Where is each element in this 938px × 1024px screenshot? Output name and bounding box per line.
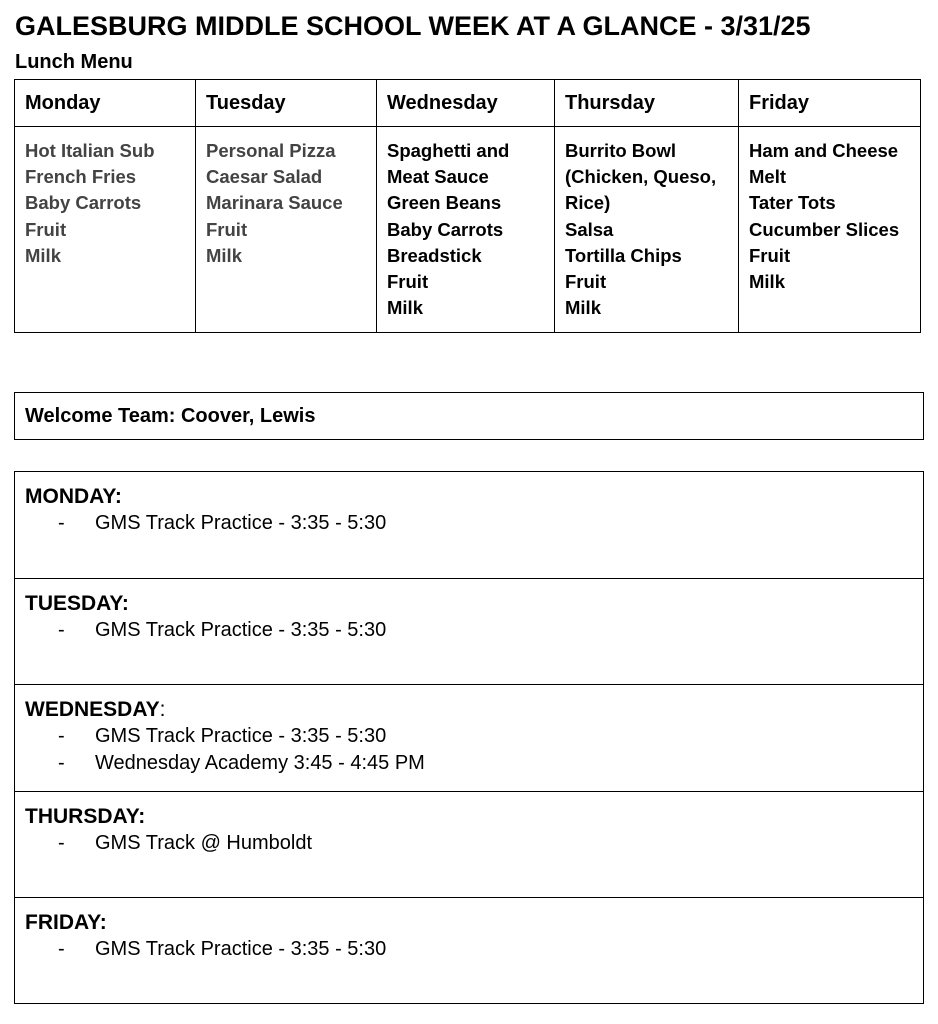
day-colon: : bbox=[159, 698, 166, 722]
menu-item: Baby Carrots bbox=[387, 218, 504, 240]
menu-item: Green Beans bbox=[387, 192, 502, 214]
menu-item: Fruit bbox=[25, 218, 67, 240]
lunch-menu-heading: Lunch Menu bbox=[15, 51, 133, 73]
schedule-day-wednesday bbox=[15, 684, 923, 790]
menu-item: Fruit bbox=[387, 271, 429, 293]
event-item bbox=[25, 750, 923, 777]
menu-item: French Fries bbox=[25, 166, 137, 188]
menu-item: Personal Pizza bbox=[206, 140, 336, 161]
menu-cell-friday bbox=[739, 127, 921, 333]
event-list bbox=[25, 830, 923, 857]
event-text: GMS Track Practice - 3:35 - 5:30 bbox=[95, 619, 387, 642]
event-item bbox=[25, 830, 923, 857]
menu-item: Hot Italian Sub bbox=[25, 140, 155, 161]
lunch-day-friday: Friday bbox=[739, 80, 921, 127]
day-name: FRIDAY bbox=[25, 910, 100, 934]
bullet-dash: - bbox=[58, 619, 65, 642]
menu-cell-monday bbox=[15, 127, 196, 333]
lunch-menu-table bbox=[14, 79, 921, 333]
event-list bbox=[25, 723, 923, 776]
menu-item: Tater Tots bbox=[749, 192, 836, 214]
day-heading bbox=[25, 804, 923, 830]
day-colon: : bbox=[121, 592, 129, 616]
day-heading bbox=[25, 484, 923, 510]
menu-cell-thursday bbox=[555, 127, 739, 333]
event-list bbox=[25, 510, 923, 537]
menu-item: Milk bbox=[565, 297, 601, 319]
menu-item: Melt bbox=[749, 166, 786, 188]
menu-item: Meat Sauce bbox=[387, 166, 489, 188]
menu-item: Milk bbox=[387, 297, 423, 319]
menu-item: Milk bbox=[749, 271, 785, 293]
day-heading bbox=[25, 697, 923, 723]
event-text: GMS Track Practice - 3:35 - 5:30 bbox=[95, 937, 387, 960]
page-title: GALESBURG MIDDLE SCHOOL WEEK AT A GLANCE - 3/31/25 bbox=[15, 11, 811, 41]
menu-item: Fruit bbox=[749, 244, 791, 266]
day-name: MONDAY bbox=[25, 485, 115, 508]
lunch-day-tuesday: Tuesday bbox=[196, 80, 377, 127]
menu-item: Milk bbox=[25, 244, 61, 266]
event-list bbox=[25, 936, 923, 963]
menu-item: Salsa bbox=[565, 218, 614, 240]
menu-item: Milk bbox=[206, 244, 242, 266]
lunch-day-thursday: Thursday bbox=[555, 80, 739, 127]
menu-item: (Chicken, Queso, bbox=[565, 166, 717, 188]
welcome-team-box: Welcome Team: Coover, Lewis bbox=[14, 392, 924, 440]
bullet-dash: - bbox=[58, 725, 65, 748]
lunch-menu-header-row bbox=[15, 80, 921, 127]
menu-item: Caesar Salad bbox=[206, 166, 323, 188]
event-text: GMS Track Practice - 3:35 - 5:30 bbox=[95, 512, 387, 534]
lunch-menu-items-row bbox=[15, 127, 921, 333]
event-item bbox=[25, 936, 923, 963]
event-text: GMS Track Practice - 3:35 - 5:30 bbox=[95, 725, 387, 748]
menu-item: Fruit bbox=[565, 271, 607, 293]
event-text: GMS Track @ Humboldt bbox=[95, 831, 313, 854]
event-item bbox=[25, 510, 923, 537]
schedule-day-tuesday bbox=[15, 578, 923, 684]
weekly-schedule bbox=[14, 471, 924, 1004]
event-item bbox=[25, 617, 923, 644]
event-list bbox=[25, 617, 923, 644]
event-text: Wednesday Academy 3:45 - 4:45 PM bbox=[95, 751, 425, 774]
day-name: TUESDAY bbox=[25, 592, 122, 616]
menu-item: Burrito Bowl bbox=[565, 140, 676, 161]
day-colon: : bbox=[114, 485, 122, 508]
bullet-dash: - bbox=[58, 937, 65, 960]
day-colon: : bbox=[138, 804, 146, 828]
day-colon: : bbox=[99, 910, 107, 934]
bullet-dash: - bbox=[58, 831, 65, 854]
menu-item: Fruit bbox=[206, 218, 248, 240]
menu-cell-wednesday bbox=[377, 127, 555, 333]
menu-item: Rice) bbox=[565, 192, 611, 214]
day-heading bbox=[25, 591, 923, 617]
schedule-day-monday bbox=[15, 472, 923, 578]
lunch-day-wednesday: Wednesday bbox=[377, 80, 555, 127]
menu-cell-tuesday bbox=[196, 127, 377, 333]
day-name: THURSDAY bbox=[25, 804, 139, 828]
menu-item: Tortilla Chips bbox=[565, 244, 682, 266]
bullet-dash: - bbox=[58, 512, 65, 534]
menu-item: Spaghetti and bbox=[387, 140, 510, 161]
event-item bbox=[25, 723, 923, 750]
day-name: WEDNESDAY bbox=[25, 698, 160, 722]
menu-item: Cucumber Slices bbox=[749, 218, 900, 240]
schedule-day-friday bbox=[15, 897, 923, 1003]
menu-item: Marinara Sauce bbox=[206, 192, 343, 214]
menu-item: Ham and Cheese bbox=[749, 140, 899, 161]
schedule-day-thursday bbox=[15, 791, 923, 897]
menu-item: Baby Carrots bbox=[25, 192, 142, 214]
lunch-day-monday: Monday bbox=[15, 80, 196, 127]
bullet-dash: - bbox=[58, 751, 65, 774]
day-heading bbox=[25, 910, 923, 936]
menu-item: Breadstick bbox=[387, 244, 482, 266]
